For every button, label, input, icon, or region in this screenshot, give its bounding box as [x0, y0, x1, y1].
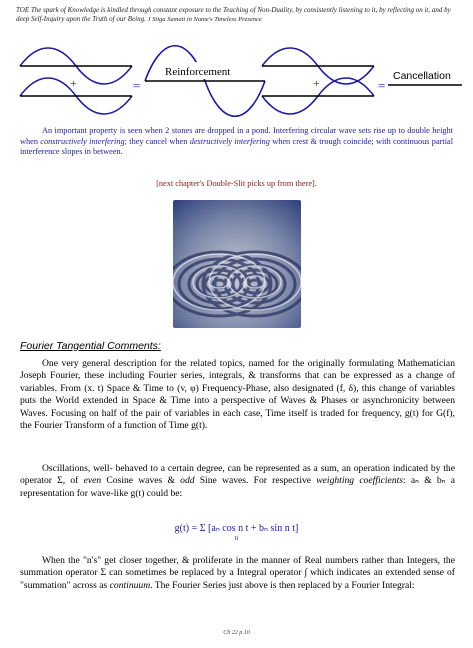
plus-sign: + — [313, 76, 320, 90]
figure-caption: An important property is seen when 2 stones are dropped in a pond. Interfering circular wave sets rise up to double height when constructively interfering; they cancel when destructively interfering when crest & trough coincide; with continuous partial interference slopes in between. — [20, 126, 454, 156]
page-footer: Ch 22 p.10 — [223, 630, 250, 636]
equals-sign: = — [378, 78, 386, 93]
formula-subscript: n — [234, 534, 239, 542]
chapter-note: [next chapter's Double-Slit picks up from there]. — [156, 179, 317, 188]
wave-interference-diagram — [0, 44, 473, 124]
plus-sign: + — [70, 76, 77, 90]
reinforcement-label: Reinforcement — [165, 66, 231, 78]
paragraph-summation: When the "n's" get closer together, & proliferate in the manner of Real numbers rather than Integers, the summation operator Σ can sometimes be replaced by a Integral operator ∫ which indicates an extended sense of "summation" across as continuum. The Fourier Series just above is then replaced by a Fourier Integral: — [20, 555, 455, 591]
page-header — [16, 6, 458, 24]
header-signature: J Stiga Sumati in Name's Timeless Presence — [147, 16, 262, 23]
pond-ripple-photo — [173, 200, 301, 328]
cancellation-label: Cancellation — [393, 70, 451, 82]
fourier-series-formula — [0, 523, 473, 534]
paragraph-oscillations: Oscillations, well- behaved to a certain degree, can be represented as a sum, an operation indicated by the operator Σ, of even Cosine waves & odd Sine waves. For respective weighting coefficients: aₙ & bₙ a representation for wave-like g(t) could be: — [20, 463, 455, 499]
equals-sign: = — [133, 78, 141, 93]
section-title: Fourier Tangential Comments: — [20, 340, 161, 352]
formula-main: g(t) = Σ [aₙ cos n t + bₙ sin n t] — [174, 523, 299, 534]
header-text: TOE The spark of Knowledge is kindled through constant exposure to the Teaching of Non-Duality, by consistently listening to it, by reflecting on it, and by deep Self-Inquiry upon the Truth of our Being. — [16, 6, 451, 23]
paragraph-fourier-intro: One very general description for the related topics, named for the originally formulating Mathematician Joseph Fourier, these including Fourier series, integrals, & transforms that can be expressed as a change of variables. From (x. t) Space & Time to (v, φ) Frequency-Phase, also designated (f, δ), this change of variables puts the World extended in Space & Time into a perspective of Waves & Phases or asynchronicity between Waves. Focusing on half of the pair of variables in each case, Time itself is traded for frequency, g(t) for G(f), the Fourier Transform of a function of Time g(t). — [20, 358, 455, 432]
